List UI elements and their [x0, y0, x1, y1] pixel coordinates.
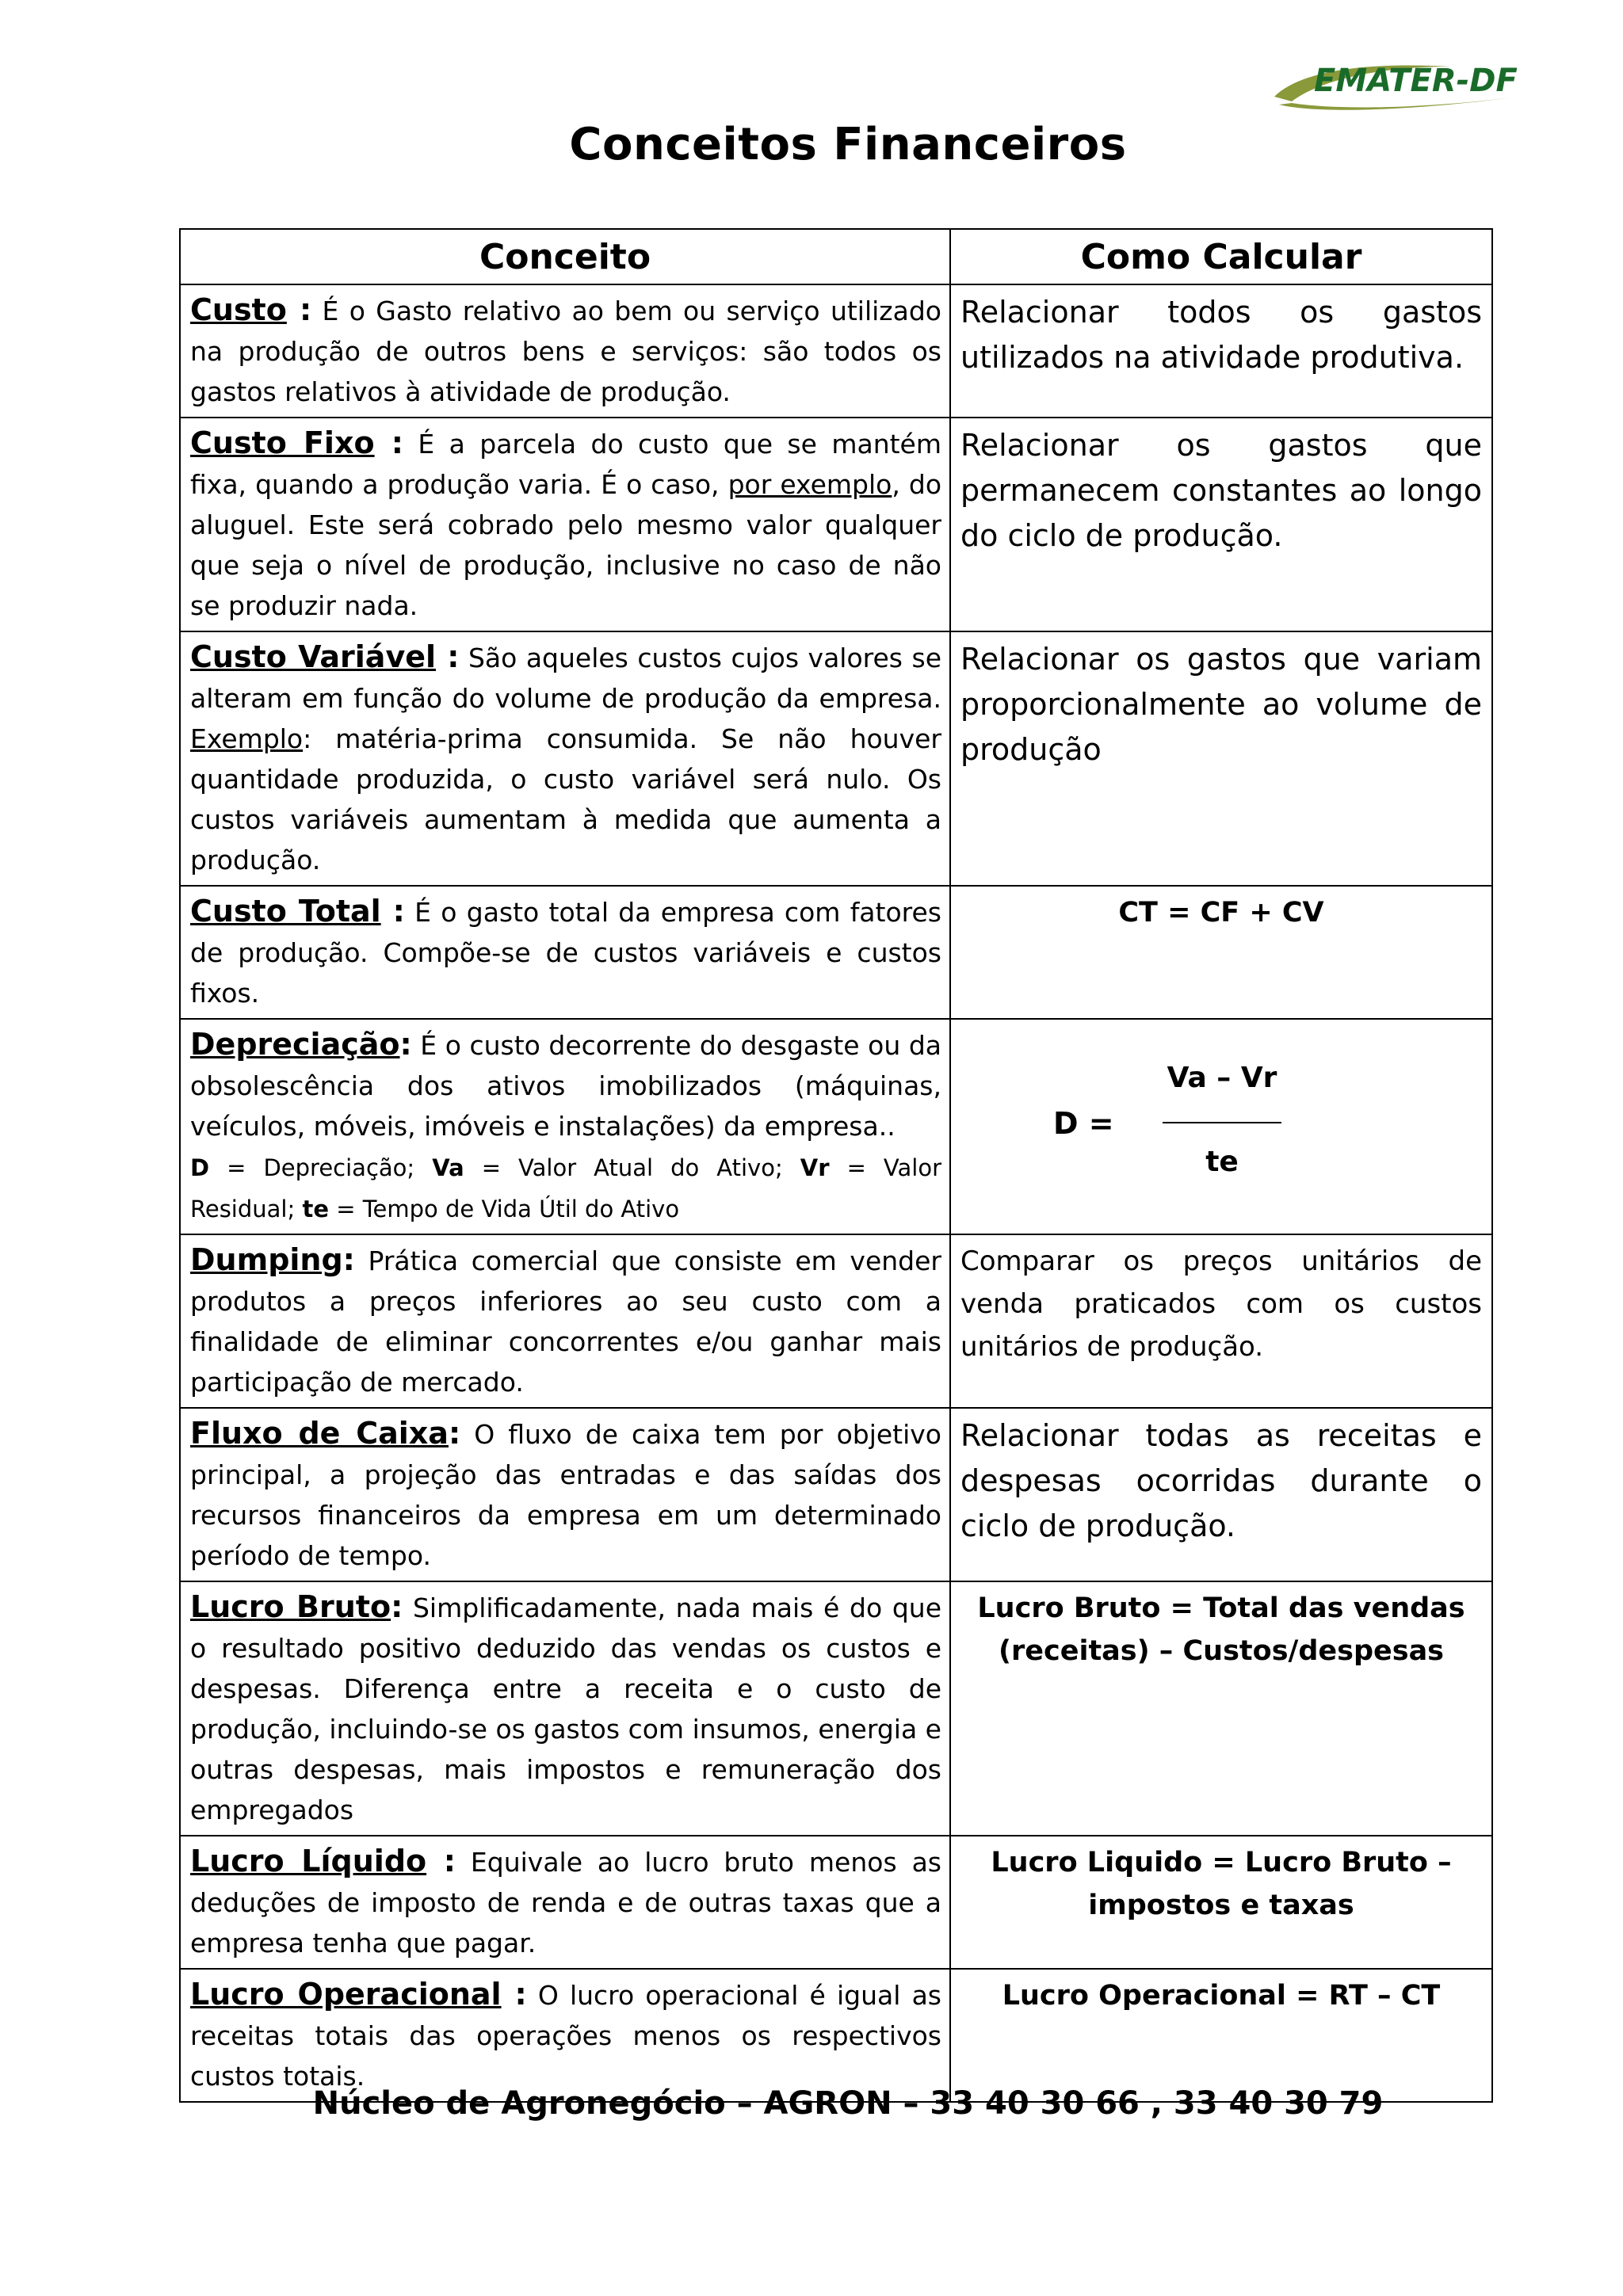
- concept-term: Depreciação: [190, 1027, 400, 1062]
- formula-text: Lucro Bruto = Total das vendas (receitas) – Custos/despesas: [950, 1581, 1492, 1836]
- definition-text: Simplificadamente, nada mais é do que o resultado positivo deduzido das vendas os custos e despesas. Diferença entre a receita e o custo de produção, incluindo-se os gastos com insumos, energia e outras despesas, mais impostos e remuneração dos empregados: [190, 1592, 941, 1825]
- variable-description: = Tempo de Vida Útil do Ativo: [329, 1196, 680, 1222]
- variable-symbol: D: [190, 1154, 210, 1181]
- term-separator: :: [436, 639, 460, 674]
- term-separator: :: [448, 1416, 461, 1451]
- concept-term: Custo Fixo: [190, 425, 375, 460]
- formula-lhs: D =: [1053, 1106, 1114, 1141]
- table-row: [180, 284, 1492, 418]
- concept-definition: [180, 1581, 950, 1836]
- calculation-text: Comparar os preços unitários de venda praticados com os custos unitários de produção.: [950, 1234, 1492, 1408]
- definition-text: É o custo decorrente do desgaste ou da obsolescência dos ativos imobilizados (máquinas, veículos, móveis, imóveis e instalações) da empresa..: [190, 1030, 941, 1142]
- formula-text: Lucro Liquido = Lucro Bruto – impostos e taxas: [950, 1836, 1492, 1969]
- term-separator: :: [426, 1844, 456, 1878]
- depreciation-formula: [952, 1020, 1491, 1203]
- table-row: [180, 1408, 1492, 1581]
- definition-text: Equivale ao lucro bruto menos as deduções de imposto de renda e de outras taxas que a empresa tenha que pagar.: [190, 1847, 941, 1958]
- page-title: Conceitos Financeiros: [569, 119, 1127, 170]
- definition-text: É o gasto total da empresa com fatores de produção. Compõe-se de custos variáveis e custos fixos.: [190, 897, 941, 1009]
- variable-description: = Valor Atual do Ativo;: [464, 1154, 800, 1181]
- table-row: [180, 1019, 1492, 1234]
- table-header-row: [180, 229, 1492, 284]
- concept-term: Dumping: [190, 1242, 343, 1277]
- formula-text: Lucro Operacional = RT – CT: [950, 1969, 1492, 2102]
- variable-symbol: te: [302, 1196, 329, 1222]
- concepts-table: [179, 228, 1493, 2103]
- table-row: [180, 1234, 1492, 1408]
- column-header-como-calcular: Como Calcular: [950, 229, 1492, 284]
- term-separator: :: [380, 894, 405, 929]
- term-separator: :: [342, 1242, 355, 1277]
- table-row: [180, 886, 1492, 1019]
- concept-definition: [180, 284, 950, 418]
- concept-term: Lucro Operacional: [190, 1977, 502, 2012]
- term-separator: :: [501, 1977, 527, 2012]
- formula-text: CT = CF + CV: [950, 886, 1492, 1019]
- concept-term: Lucro Líquido: [190, 1844, 427, 1878]
- concept-definition: [180, 1836, 950, 1969]
- variable-symbol: Va: [432, 1154, 464, 1181]
- svg-text:EMATER-DF: EMATER-DF: [1314, 63, 1518, 99]
- column-header-conceito: Conceito: [180, 229, 950, 284]
- definition-text: O lucro operacional é igual as receitas totais das operações menos os respectivos custos totais.: [190, 1980, 941, 2092]
- calculation-text: Relacionar todas as receitas e despesas ocorridas durante o ciclo de produção.: [950, 1408, 1492, 1581]
- term-separator: :: [374, 425, 403, 460]
- definition-underlined-text: por exemplo: [727, 469, 892, 500]
- emater-df-logo: [1268, 55, 1569, 119]
- table-row: [180, 631, 1492, 886]
- concept-definition: [180, 1969, 950, 2102]
- concept-definition: [180, 1234, 950, 1408]
- table-row: [180, 418, 1492, 631]
- definition-text: : matéria-prima consumida. Se não houver quantidade produzida, o custo variável será nulo. Os custos variáveis aumentam à medida que aumenta a produção.: [190, 723, 941, 875]
- concept-definition: [180, 631, 950, 886]
- formula-cell: [950, 1019, 1492, 1234]
- variable-description: = Depreciação;: [209, 1154, 433, 1181]
- fraction-bar: [1163, 1122, 1281, 1123]
- calculation-text: Relacionar os gastos que variam proporcionalmente ao volume de produção: [950, 631, 1492, 886]
- definition-text: O fluxo de caixa tem por objetivo principal, a projeção das entradas e das saídas dos recursos financeiros da empresa em um determinado período de tempo.: [190, 1419, 941, 1571]
- formula-denominator: te: [1205, 1146, 1239, 1178]
- variable-key: [190, 1154, 941, 1222]
- concept-definition: [180, 1019, 950, 1234]
- definition-text: São aqueles custos cujos valores se alteram em função do volume de produção da empresa.: [190, 643, 941, 714]
- variable-description: = Valor Residual;: [190, 1154, 941, 1222]
- footer-contact: Núcleo de Agronegócio – AGRON – 33 40 30 66 , 33 40 30 79: [312, 2085, 1384, 2122]
- term-separator: :: [286, 292, 312, 327]
- concept-term: Custo Total: [190, 894, 381, 929]
- variable-symbol: Vr: [800, 1154, 830, 1181]
- concept-term: Custo: [190, 292, 287, 327]
- definition-text: É a parcela do custo que se mantém fixa, quando a produção varia. É o caso,: [190, 429, 941, 500]
- concept-definition: [180, 418, 950, 631]
- definition-text: É o Gasto relativo ao bem ou serviço utilizado na produção de outros bens e serviços: são todos os gastos relativos à atividade de produção.: [190, 296, 941, 407]
- formula-numerator: Va – Vr: [1167, 1062, 1277, 1094]
- concept-term: Lucro Bruto: [190, 1589, 391, 1624]
- concept-definition: [180, 886, 950, 1019]
- definition-text: Prática comercial que consiste em vender produtos a preços inferiores ao seu custo com a finalidade de eliminar concorrentes e/ou ganhar mais participação de mercado.: [190, 1245, 941, 1398]
- concept-definition: [180, 1408, 950, 1581]
- term-separator: :: [391, 1589, 403, 1624]
- definition-text: , do aluguel. Este será cobrado pelo mesmo valor qualquer que seja o nível de produção, inclusive no caso de não se produzir nada.: [190, 469, 942, 621]
- concept-term: Custo Variável: [190, 639, 437, 674]
- table-row: [180, 1969, 1492, 2102]
- concept-term: Fluxo de Caixa: [190, 1416, 449, 1451]
- calculation-text: Relacionar todos os gastos utilizados na atividade produtiva.: [950, 284, 1492, 418]
- table-row: [180, 1581, 1492, 1836]
- term-separator: :: [399, 1027, 412, 1062]
- definition-underlined-text: Exemplo: [190, 723, 304, 754]
- calculation-text: Relacionar os gastos que permanecem constantes ao longo do ciclo de produção.: [950, 418, 1492, 631]
- table-row: [180, 1836, 1492, 1969]
